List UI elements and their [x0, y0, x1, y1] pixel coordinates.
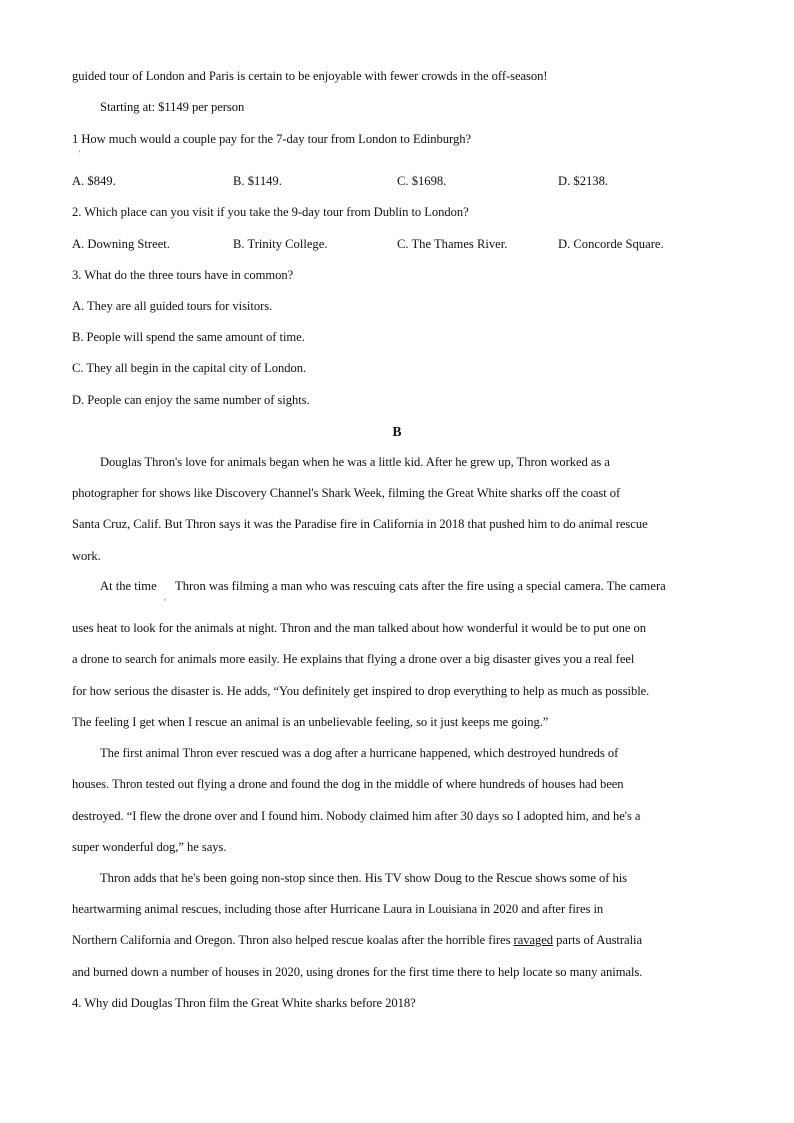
- q2-option-d: D. Concorde Square.: [558, 237, 664, 251]
- paragraph-1-line: Douglas Thron's love for animals began when he was a little kid. After he grew up, Thron worked as a: [100, 455, 610, 469]
- question-2: 2. Which place can you visit if you take the 9-day tour from Dublin to London?: [72, 205, 469, 219]
- paragraph-3-line: houses. Thron tested out flying a drone and found the dog in the middle of where hundreds of houses had been: [72, 777, 624, 791]
- scan-mark: ': [79, 149, 81, 158]
- q1-option-b: B. $1149.: [233, 174, 282, 188]
- paragraph-3-line: destroyed. “I flew the drone over and I found him. Nobody claimed him after 30 days so I adopted him, and he's a: [72, 809, 641, 823]
- underlined-word: ravaged: [513, 933, 554, 947]
- paragraph-2-line: The feeling I get when I rescue an animal is an unbelievable feeling, so it just keeps me going.”: [72, 715, 549, 729]
- question-1: 1 How much would a couple pay for the 7-day tour from London to Edinburgh?: [72, 132, 471, 146]
- paragraph-1-line: work.: [72, 549, 101, 563]
- question-4: 4. Why did Douglas Thron film the Great White sharks before 2018?: [72, 996, 416, 1010]
- paragraph-4-line: [72, 932, 722, 948]
- scan-mark: ,: [164, 593, 166, 602]
- q3-option-a: A. They are all guided tours for visitors.: [72, 299, 273, 313]
- paragraph-1-line: Santa Cruz, Calif. But Thron says it was the Paradise fire in California in 2018 that pushed him to do animal rescue: [72, 517, 648, 531]
- q1-option-a: A. $849.: [72, 174, 116, 188]
- paragraph-3-line: super wonderful dog,” he says.: [72, 840, 227, 854]
- paragraph-2-line: for how serious the disaster is. He adds, “You definitely get inspired to drop everything to help as much as possible.: [72, 684, 650, 698]
- intro-line: guided tour of London and Paris is certain to be enjoyable with fewer crowds in the off-season!: [72, 69, 548, 83]
- paragraph-3-line: The first animal Thron ever rescued was a dog after a hurricane happened, which destroyed hundreds of: [100, 746, 619, 760]
- paragraph-4-line: heartwarming animal rescues, including those after Hurricane Laura in Louisiana in 2020 and after fires in: [72, 902, 604, 916]
- q1-option-d: D. $2138.: [558, 174, 609, 188]
- price-line: Starting at: $1149 per person: [100, 100, 245, 114]
- paragraph-2-start: At the time: [100, 579, 157, 593]
- paragraph-1-line: photographer for shows like Discovery Channel's Shark Week, filming the Great White sharks off the coast of: [72, 486, 621, 500]
- paragraph-4-line: and burned down a number of houses in 2020, using drones for the first time there to help locate so many animals.: [72, 965, 643, 979]
- paragraph-4-line: Thron adds that he's been going non-stop since then. His TV show Doug to the Rescue shows some of his: [100, 871, 628, 885]
- q1-option-c: C. $1698.: [397, 174, 447, 188]
- q2-option-a: A. Downing Street.: [72, 237, 170, 251]
- question-3: 3. What do the three tours have in common?: [72, 268, 294, 282]
- q2-option-c: C. The Thames River.: [397, 237, 508, 251]
- paragraph-2-line: a drone to search for animals more easily. He explains that flying a drone over a big disaster gives you a real feel: [72, 652, 635, 666]
- paragraph-4-text: Northern California and Oregon. Thron also helped rescue koalas after the horrible fires: [72, 933, 511, 947]
- q2-option-b: B. Trinity College.: [233, 237, 328, 251]
- section-heading: B: [392, 424, 402, 439]
- paragraph-2-line: Thron was filming a man who was rescuing cats after the fire using a special camera. The camera: [175, 579, 666, 593]
- paragraph-4-text: parts of Australia: [556, 933, 643, 947]
- q3-option-b: B. People will spend the same amount of time.: [72, 330, 305, 344]
- q3-option-c: C. They all begin in the capital city of London.: [72, 361, 307, 375]
- paragraph-2-line: uses heat to look for the animals at night. Thron and the man talked about how wonderful it would be to put one on: [72, 621, 646, 635]
- q3-option-d: D. People can enjoy the same number of sights.: [72, 393, 310, 407]
